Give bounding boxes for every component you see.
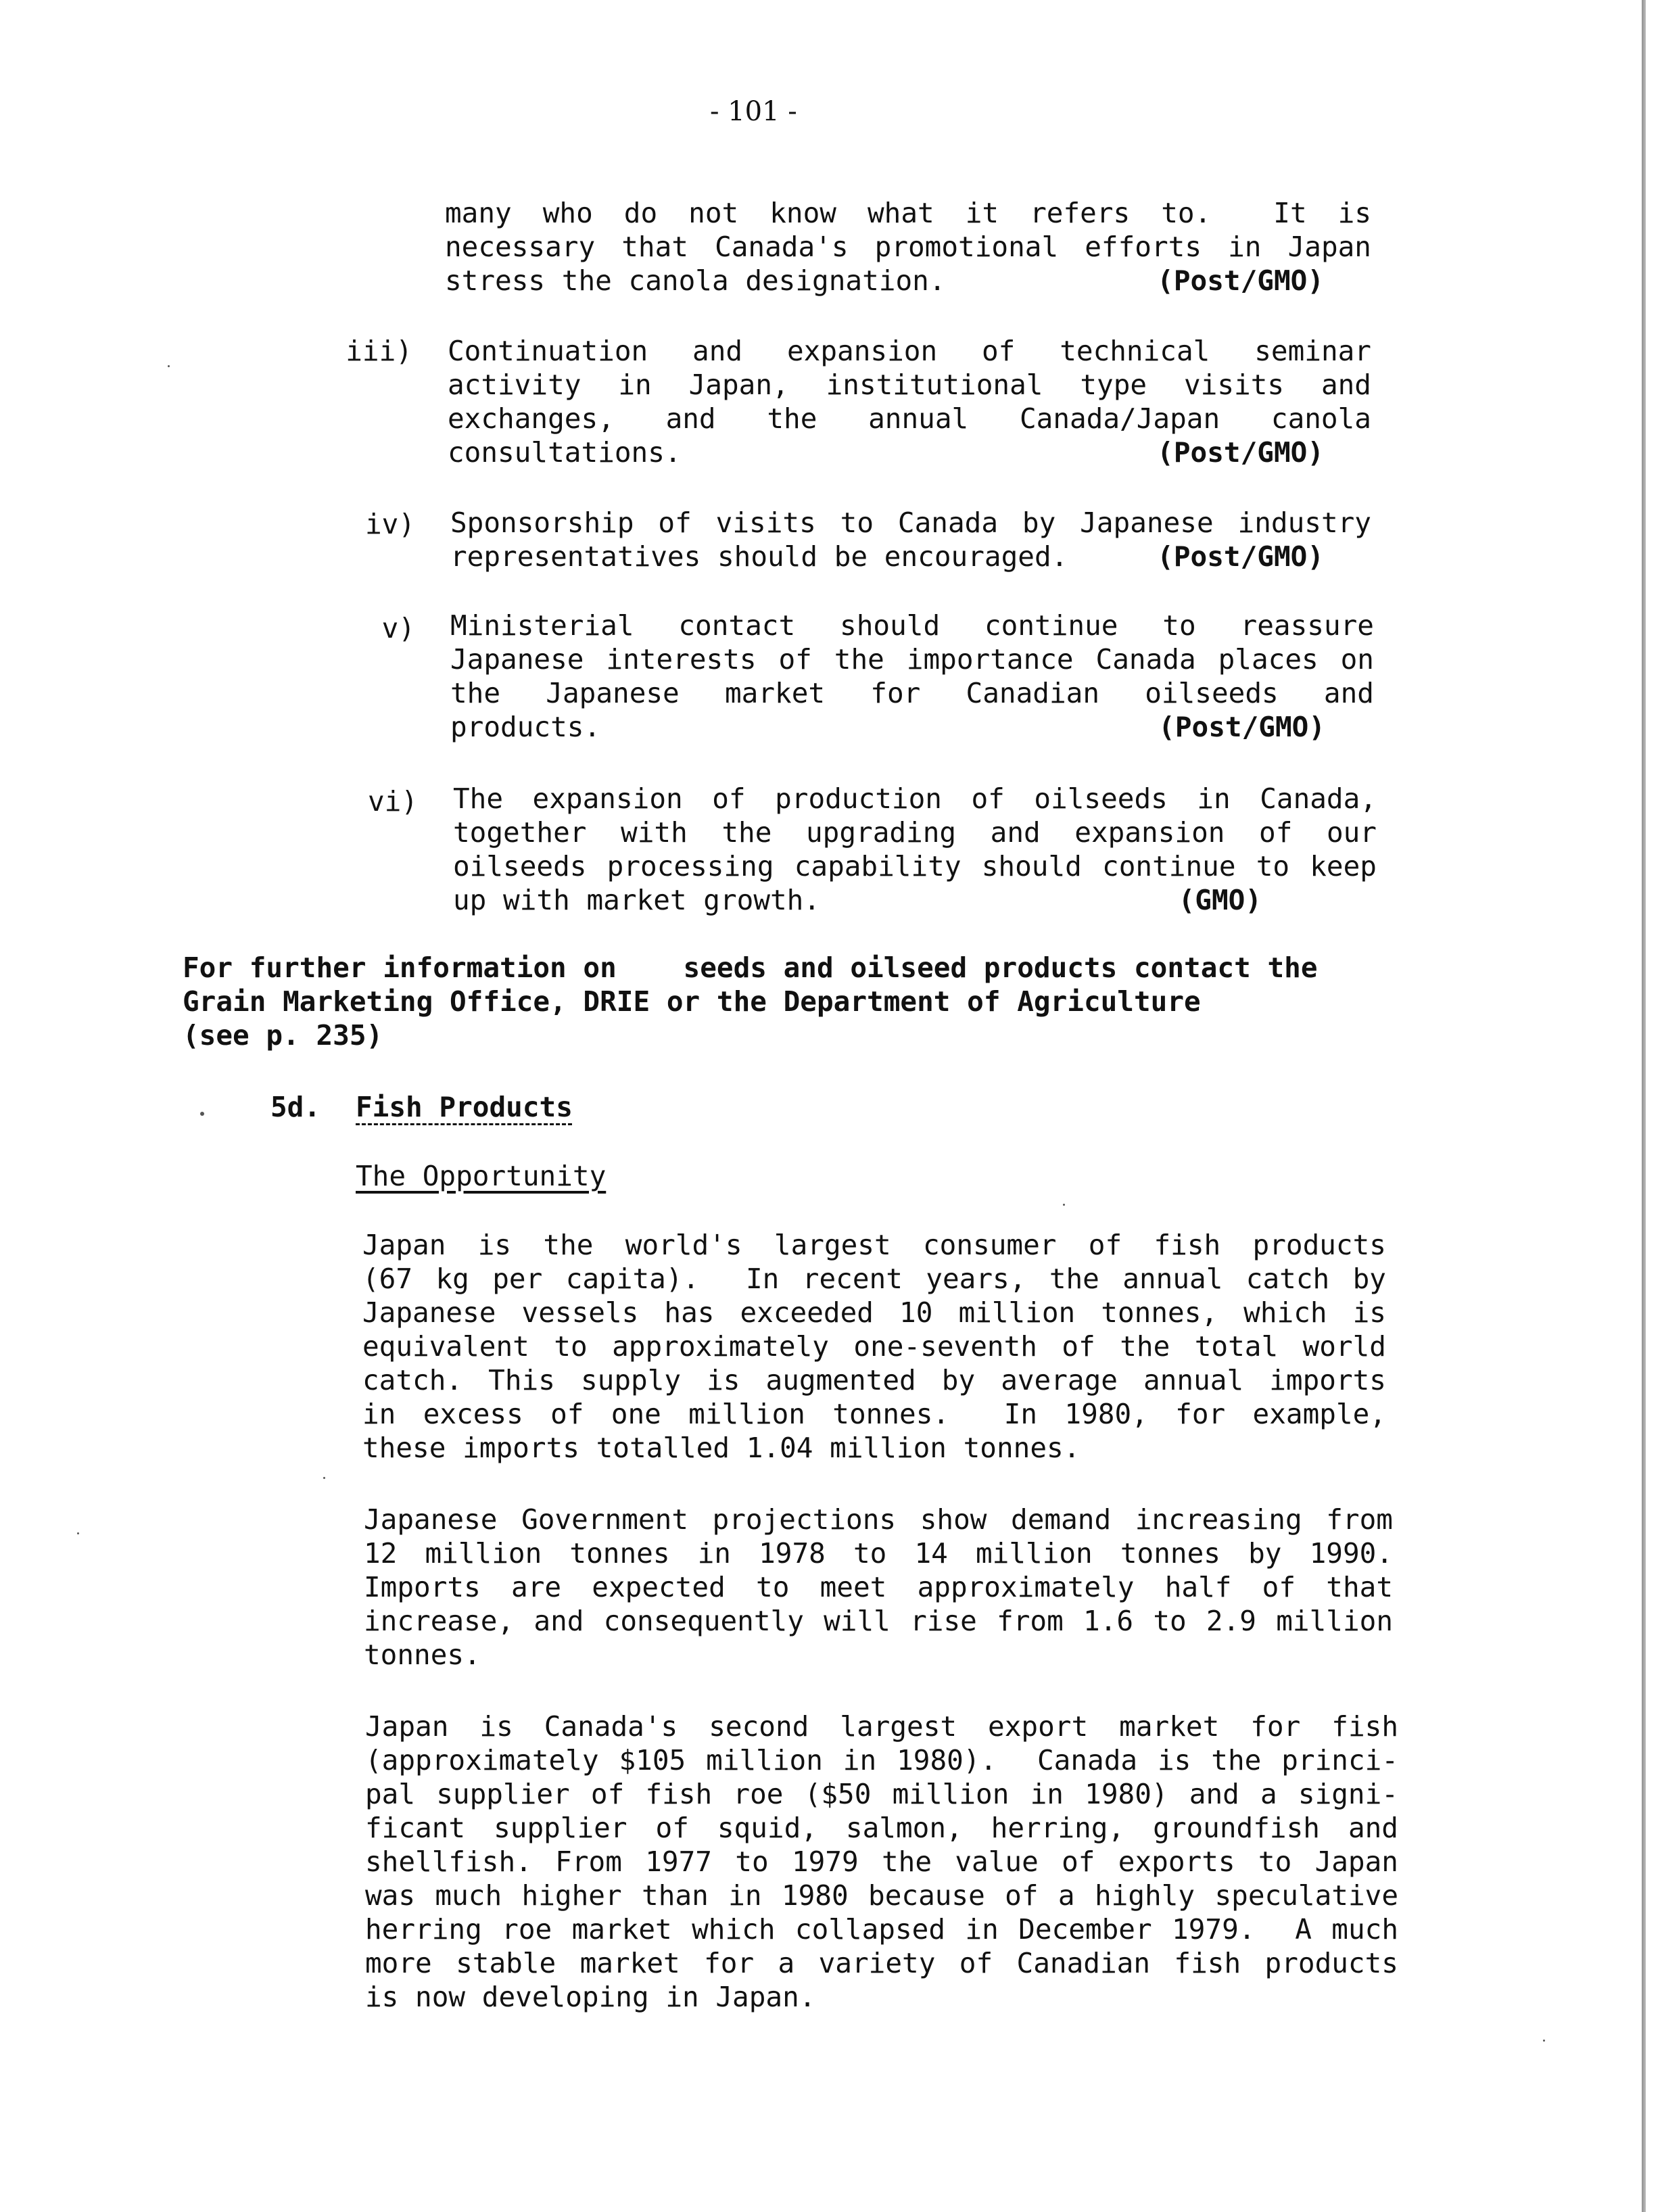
text-line: pal supplier of fish roe ($50 million in 1980) and a signi- (365, 1778, 1398, 1810)
text-line: The expansion of production of oilseeds in Canada, (453, 782, 1377, 815)
body-paragraph (362, 1228, 1386, 1465)
scan-speck (200, 1112, 204, 1116)
list-marker: vi) (367, 785, 418, 818)
text-line: catch. This supply is augmented by average annual imports (362, 1364, 1386, 1396)
text-line: increase, and consequently will rise from 1.6 to 2.9 million (364, 1605, 1393, 1637)
text-line: together with the upgrading and expansion of our (453, 816, 1377, 849)
text-line: Ministerial contact should continue to reassure (450, 609, 1374, 642)
text-line: exchanges, and the annual Canada/Japan canola (448, 402, 1371, 435)
text-line: Grain Marketing Office, DRIE or the Department of Agriculture (183, 985, 1201, 1018)
text-line: For further information on seeds and oilseed products contact the (183, 951, 1318, 984)
list-item (453, 782, 1377, 917)
scan-speck (323, 1477, 325, 1479)
text-line: tonnes. (364, 1639, 481, 1671)
further-information (183, 951, 1386, 1052)
scan-speck (168, 365, 170, 367)
scan-speck (1543, 2040, 1545, 2042)
scan-edge (1642, 0, 1646, 2212)
responsibility-tag: (GMO) (1178, 884, 1262, 916)
text-line: many who do not know what it refers to. It is (445, 197, 1371, 229)
list-marker: iii) (346, 335, 412, 367)
text-line: ficant supplier of squid, salmon, herring, groundfish and (365, 1812, 1398, 1844)
text-line: oilseeds processing capability should continue to keep (453, 850, 1377, 883)
text-line: representatives should be encouraged. (450, 540, 1068, 573)
text-line: Japanese Government projections show demand increasing from (364, 1503, 1393, 1536)
text-line: products. (450, 711, 601, 743)
responsibility-tag: (Post/GMO) (1157, 540, 1324, 573)
text-line: consultations. (448, 436, 682, 469)
text-line: is now developing in Japan. (365, 1981, 816, 2013)
text-line: (approximately $105 million in 1980). Canada is the princi- (365, 1744, 1398, 1776)
body-paragraph (365, 1710, 1398, 2014)
section-title: Fish Products (356, 1091, 573, 1123)
text-line: the Japanese market for Canadian oilseeds and (450, 677, 1374, 709)
text-line: was much higher than in 1980 because of a highly speculative (365, 1879, 1398, 1912)
text-line: Japanese interests of the importance Canada places on (450, 643, 1374, 676)
text-line: activity in Japan, institutional type visits and (448, 369, 1371, 401)
text-line: equivalent to approximately one-seventh of the total world (362, 1330, 1386, 1363)
text-line: shellfish. From 1977 to 1979 the value of exports to Japan (365, 1845, 1398, 1878)
body-paragraph (364, 1503, 1393, 1672)
responsibility-tag: (Post/GMO) (1158, 711, 1325, 743)
text-line: (see p. 235) (183, 1019, 383, 1052)
text-line: these imports totalled 1.04 million tonnes. (362, 1432, 1081, 1464)
list-item (448, 334, 1371, 469)
section-number: 5d. (270, 1091, 321, 1123)
list-item (450, 506, 1371, 573)
subheading: The Opportunity (356, 1160, 607, 1192)
responsibility-tag: (Post/GMO) (1157, 264, 1324, 297)
text-line: Continuation and expansion of technical seminar (448, 335, 1371, 367)
page-number: - 101 - (710, 96, 797, 127)
text-line: Japan is Canada's second largest export market for fish (365, 1710, 1398, 1743)
text-line: Japan is the world's largest consumer of fish products (362, 1229, 1386, 1261)
text-line: 12 million tonnes in 1978 to 14 million tonnes by 1990. (364, 1537, 1393, 1570)
text-line: Japanese vessels has exceeded 10 million tonnes, which is (362, 1296, 1386, 1329)
text-line: in excess of one million tonnes. In 1980, for example, (362, 1398, 1386, 1430)
text-line: Imports are expected to meet approximately half of that (364, 1571, 1393, 1603)
continuation-paragraph (445, 196, 1371, 298)
text-line: (67 kg per capita). In recent years, the annual catch by (362, 1263, 1386, 1295)
scan-speck (1063, 1204, 1065, 1206)
scan-speck (77, 1532, 79, 1534)
text-line: herring roe market which collapsed in December 1979. A much (365, 1913, 1398, 1946)
list-marker: iv) (364, 508, 415, 540)
list-item (450, 609, 1374, 744)
text-line: up with market growth. (453, 884, 821, 916)
text-line: stress the canola designation. (445, 264, 946, 297)
text-line: Sponsorship of visits to Canada by Japanese industry (450, 507, 1371, 539)
responsibility-tag: (Post/GMO) (1157, 436, 1324, 469)
list-marker: v) (381, 612, 415, 644)
text-line: more stable market for a variety of Canadian fish products (365, 1947, 1398, 1979)
text-line: necessary that Canada's promotional efforts in Japan (445, 231, 1371, 263)
